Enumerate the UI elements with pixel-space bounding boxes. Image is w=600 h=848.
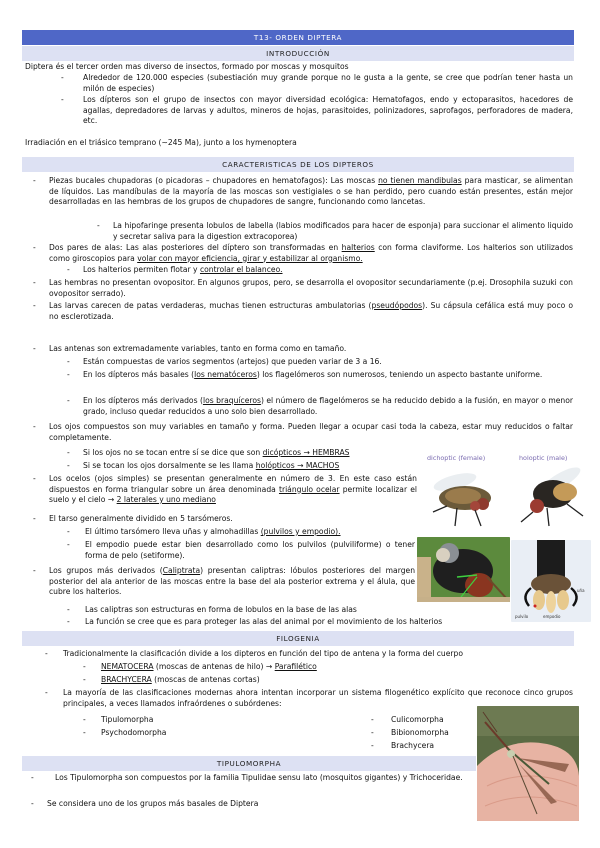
caption-dichoptic: dichoptic (female): [427, 454, 486, 462]
calyptra-fly-photo: [417, 537, 510, 602]
label-empodio: empodio: [543, 614, 561, 619]
bullet: -: [45, 649, 48, 658]
car-eyes-holoptic: Si se tocan los ojos dorsalmente se les llama holópticos → MACHOS: [83, 461, 340, 470]
bullet: -: [67, 461, 70, 470]
car-tarsus-last: El último tarsómero lleva uñas y almohadillas (pulvilos y empodio).: [85, 527, 341, 536]
label-una: uña: [577, 588, 585, 593]
bullet: -: [61, 73, 64, 82]
car-ovopositor: Las hembras no presentan ovopositor. En algunos grupos, pero, se desarrolla el ovopositor secundariamente (p.ej. Drosophila suzuki con ovopositor serrado).: [49, 278, 573, 298]
bullet: -: [31, 773, 34, 782]
tipulo-family: Los Tipulomorpha son compuestos por la familia Tipulidae sensu lato (mosquitos gigantes) y Trichoceridae.: [55, 773, 463, 782]
intro-bullet-ecology: Los dípteros son el grupo de insectos con mayor diversidad ecológica: Hematofagos, endo y ectoparasitos, hacedores de agallas, depredadores de larvas y adultos, mineros de hojas, parasitoides, polinizadores, saprofagos, perforadores de madera, etc.: [83, 95, 573, 125]
bullet: -: [67, 370, 70, 379]
filo-traditional: Tradicionalmente la clasificación divide a los dipteros en función del tipo de antena y la forma del cuerpo: [63, 649, 463, 658]
group-psychodomorpha: Psychodomorpha: [101, 728, 167, 737]
car-calyptrata: Los grupos más derivados (Caliptrata) presentan caliptras: lóbulos posteriores del margen posterior del ala anterior de las moscas entre la base del ala posterior extrema y el álula, que cubre los halterios.: [49, 566, 416, 596]
bullet: -: [67, 605, 70, 614]
group-bibionomorpha: Bibionomorpha: [391, 728, 449, 737]
bullet: -: [33, 301, 36, 310]
car-empodio: El empodio puede estar bien desarrollado como los pulvilos (pulviliforme) o tener forma de pelo (setiforme).: [85, 540, 415, 560]
bullet: -: [67, 396, 70, 405]
holoptic-fly-photo: [513, 464, 593, 528]
bullet: -: [67, 540, 70, 549]
bullet: -: [67, 265, 70, 274]
car-mouthparts: Piezas bucales chupadoras (o picadoras – chupadores en hematofagos): Las moscas no tienen mandibulas para masticar, se alimentan de líquidos. Las mandíbulas de la mayoría de las moscas son vestigiales o se han perdido, pero cuando están presentes, están mejor desarrolladas en las hembras de los grupos de chupadores de sangre, funcionando como lancetas.: [49, 176, 573, 206]
bullet: -: [33, 422, 36, 431]
intro-lead: Diptera és el tercer orden mas diverso de insectos, formado por moscas y mosquitos: [25, 62, 349, 71]
intro-bullet-species: Alrededor de 120.000 especies (subestiación muy grande porque no le gusta a la gente, se cree que podrían tener hasta un milón de especies): [83, 73, 573, 93]
bullet: -: [33, 243, 36, 252]
group-culicomorpha: Culicomorpha: [391, 715, 444, 724]
bullet: -: [67, 357, 70, 366]
bullet: -: [33, 566, 36, 575]
car-tarsus: El tarso generalmente dividido en 5 tarsómeros.: [49, 514, 233, 523]
bullet: -: [371, 715, 374, 724]
document-title: T13- ORDEN DIPTERA: [22, 30, 574, 45]
car-eyes-dichoptic: Si los ojos no se tocan entre sí se dice que son dicópticos → HEMBRAS: [83, 448, 350, 457]
group-brachycera: Brachycera: [391, 741, 435, 750]
car-antennae: Las antenas son extremadamente variables, tanto en forma como en tamaño.: [49, 344, 347, 353]
car-eyes: Los ojos compuestos son muy variables en tamaño y forma. Pueden llegar a ocupar casi toda la cabeza, estar muy reducidos o faltar completamente.: [49, 422, 573, 442]
car-calyptra-structure: Las caliptras son estructuras en forma de lobulos en la base de las alas: [85, 605, 357, 614]
section-header-tipulomorpha: TIPULOMORPHA: [22, 756, 476, 771]
bullet: -: [83, 662, 86, 671]
bullet: -: [33, 514, 36, 523]
intro-tail: Irradiación en el triásico temprano (~245 Ma), junto a los hymenoptera: [25, 138, 297, 147]
bullet: -: [31, 799, 34, 808]
pulvilli-empodium-photo: [511, 540, 591, 622]
group-tipulomorpha: Tipulomorpha: [101, 715, 154, 724]
car-larvae: Las larvas carecen de patas verdaderas, muchas tienen estructuras ambulatorias (pseudópodos). Su cápsula cefálica está muy poco o no esclerotizada.: [49, 301, 573, 321]
car-antennae-brachycera: En los dípteros más derivados (los braquíceros) el número de flagelómeros se ha reducido debido a la fusión, en mayor o menor grado, incluso quedar reducidos a uno solo bien desarrollado.: [83, 396, 574, 416]
bullet: -: [83, 715, 86, 724]
bullet: -: [33, 176, 36, 185]
bullet: -: [45, 688, 48, 697]
bullet: -: [61, 95, 64, 104]
tipulo-basal: Se considera uno de los grupos más basales de Diptera: [47, 799, 259, 808]
bullet: -: [67, 617, 70, 626]
bullet: -: [97, 221, 100, 230]
section-header-filogenia: FILOGENIA: [22, 631, 574, 646]
caption-holoptic: holoptic (male): [519, 454, 568, 462]
label-pulvilo: pulvilo: [515, 614, 529, 619]
bullet: -: [371, 728, 374, 737]
bullet: -: [67, 527, 70, 536]
car-antennae-segments: Están compuestas de varios segmentos (artejos) que pueden variar de 3 a 16.: [83, 357, 382, 366]
section-header-intro: INTRODUCCIÓN: [22, 46, 574, 61]
car-wings: Dos pares de alas: Las alas posteriores del díptero son transformadas en halterios con forma claviforme. Los halterios son utilizados como giroscopios para volar con mayor eficiencia, girar y estabilizar al organismo.: [49, 243, 573, 263]
filo-brachycera: BRACHYCERA (moscas de antenas cortas): [101, 675, 260, 684]
bullet: -: [371, 741, 374, 750]
bullet: -: [83, 675, 86, 684]
car-calyptra-function: La función se cree que es para proteger las alas del animal por el movimiento de los halterios: [85, 617, 443, 626]
car-ocelli: Los ocelos (ojos simples) se presentan generalmente en número de 3. En este caso están dispuestos en forma triangular sobre un área denominada triángulo ocelar permite localizar el suelo y el cielo → 2 laterales y uno mediano: [49, 474, 417, 504]
filo-nematocera: NEMATOCERA (moscas de antenas de hilo) → Parafilético: [101, 662, 317, 671]
car-hipofaringe: La hipofaringe presenta lobulos de labella (labios modificados para hacer de esponja) para succionar el alimento liquido y secretar saliva para la digestion extracoporea): [113, 221, 573, 241]
bullet: -: [67, 448, 70, 457]
crane-fly-photo: [477, 706, 579, 821]
bullet: -: [33, 344, 36, 353]
section-header-caracteristicas: CARACTERISTICAS DE LOS DIPTEROS: [22, 157, 574, 172]
bullet: -: [33, 474, 36, 483]
dichoptic-fly-photo: [425, 468, 505, 528]
bullet: -: [33, 278, 36, 287]
filo-modern: La mayoría de las clasificaciones modernas ahora intentan incorporar un sistema filogenético explícito que reconoce cinco grupos principales, a veces llamados infraórdenes o subórdenes:: [63, 688, 573, 708]
bullet: -: [83, 728, 86, 737]
car-antennae-nematocera: En los dípteros más basales (los nematóceros) los flagelómeros son numerosos, teniendo un aspecto bastante uniforme.: [83, 370, 543, 379]
car-halterios: Los halterios permiten flotar y controlar el balanceo.: [83, 265, 283, 274]
